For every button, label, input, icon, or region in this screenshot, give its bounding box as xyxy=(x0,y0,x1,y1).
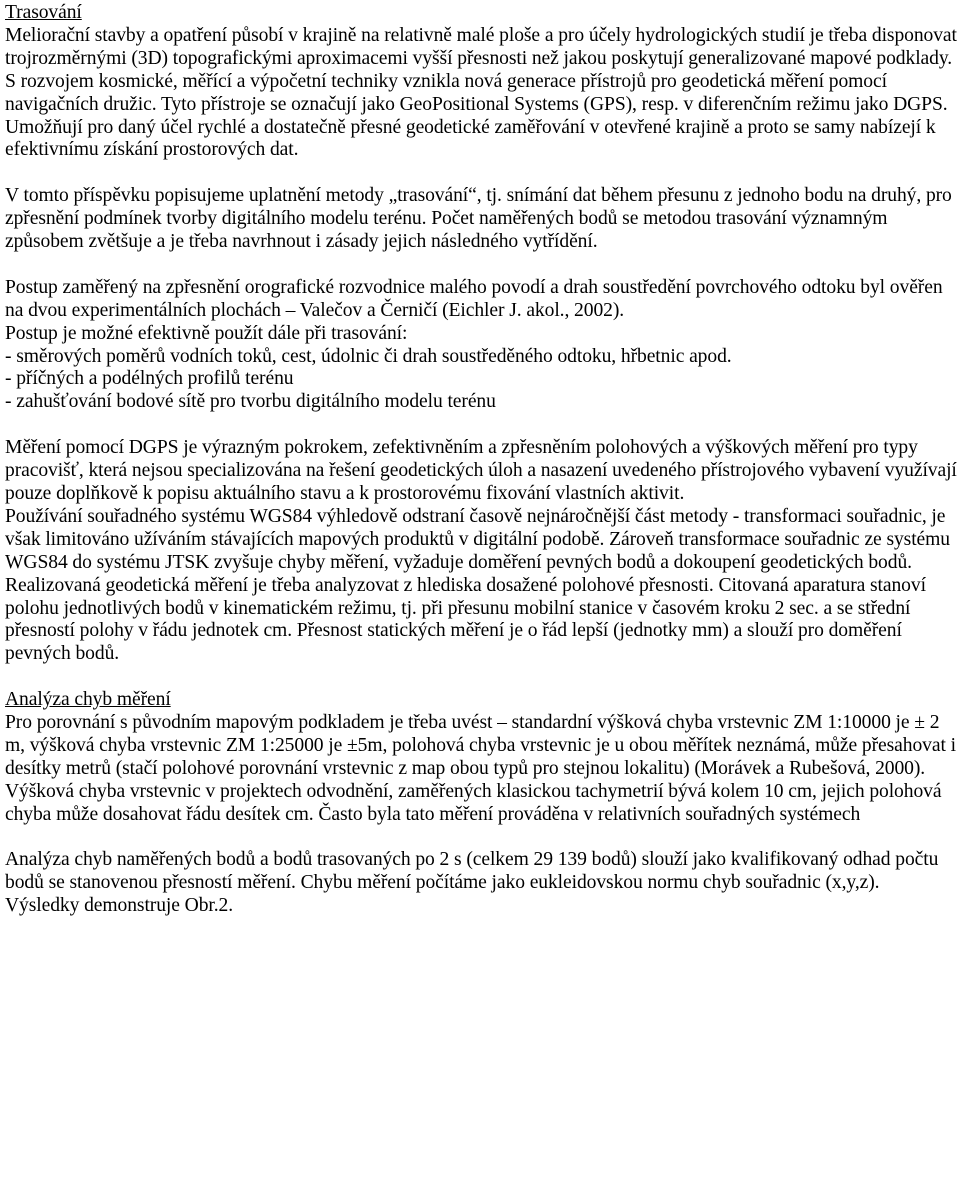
list-item: - směrových poměrů vodních toků, cest, údolnic či drah soustředěného odtoku, hřbetnic apod. xyxy=(5,345,732,367)
spacer xyxy=(5,666,957,689)
paragraph-comparison: Pro porovnání s původním mapovým podkladem je třeba uvést – standardní výšková chyba vrstevnic ZM 1:10000 je ± 2 m, výšková chyba vrstevnic ZM 1:25000 je ±5m, polohová chyba vrstevnic je u obou měřítek neznámá, může přesahovat i desítky metrů (stačí polohové porovnání vrstevnic z map obou typů pro stejnou lokalitu) (Morávek a Rubešová, 2000). Výšková chyba vrstevnic v projektech odvodnění, zaměřených klasickou tachymetrií bývá kolem 10 cm, jejich polohová chyba může dosahovat řádu desítek cm. Často byla tato měření prováděna v relativních souřadných systémech xyxy=(5,712,956,825)
paragraph-dgps: Měření pomocí DGPS je výrazným pokrokem, zefektivněním a zpřesněním polohových a výškových měření pro typy pracovišť, která nejsou specializována na řešení geodetických úloh a nasazení uvedeného přístrojového vybavení využívají pouze doplňkově k popisu aktuálního stavu a k prostorovému fixování vlastních aktivit. xyxy=(5,437,957,504)
spacer xyxy=(5,254,957,277)
document-body xyxy=(5,2,957,918)
list-item: - zahušťování bodové sítě pro tvorbu digitálního modelu terénu xyxy=(5,391,496,413)
section-heading-trasovani: Trasování xyxy=(5,2,82,23)
spacer xyxy=(5,162,957,185)
section-heading-analyza: Analýza chyb měření xyxy=(5,689,171,711)
spacer xyxy=(5,827,957,850)
paragraph-intro: Meliorační stavby a opatření působí v krajině na relativně malé ploše a pro účely hydrologických studií je třeba disponovat trojrozměrnými (3D) topografickými aproximacemi vyšší přesnosti než jakou poskytují generalizované mapové podklady. xyxy=(5,24,957,69)
list-item: - příčných a podélných profilů terénu xyxy=(5,368,294,390)
paragraph-gps: S rozvojem kosmické, měřící a výpočetní techniky vznikla nová generace přístrojů pro geodetická měření pomocí navigačních družic. Tyto přístroje se označují jako GeoPositional Systems (GPS), resp. v diferenčním režimu jako DGPS. Umožňují pro daný účel rychlé a dostatečně přesné geodetické zaměřování v otevřené krajině a proto se samy nabízejí k efektivnímu získání prostorových dat. xyxy=(5,70,948,161)
spacer xyxy=(5,414,957,437)
paragraph-postup: Postup zaměřený na zpřesnění orografické rozvodnice malého povodí a drah soustředění povrchového odtoku byl ověřen na dvou experimentálních plochách – Valečov a Černičí (Eichler J. akol., 2002). xyxy=(5,276,943,321)
paragraph-wgs84: Používání souřadného systému WGS84 výhledově odstraní časově nejnáročnější část metody - transformaci souřadnic, je však limitováno užíváním stávajících mapových produktů v digitální podobě. Zároveň transformace souřadnic ze systému WGS84 do systému JTSK zvyšuje chyby měření, vyžaduje doměření pevných bodů a dokoupení geodetických bodů. xyxy=(5,505,950,573)
paragraph-postup-usage: Postup je možné efektivně použít dále při trasování: xyxy=(5,322,408,344)
paragraph-analysis: Analýza chyb naměřených bodů a bodů trasovaných po 2 s (celkem 29 139 bodů) slouží jako kvalifikovaný odhad počtu bodů se stanovenou přesností měření. Chybu měření počítáme jako eukleidovskou normu chyb souřadnic (x,y,z). Výsledky demonstruje Obr.2. xyxy=(5,849,939,917)
paragraph-accuracy: Realizovaná geodetická měření je třeba analyzovat z hlediska dosažené polohové přesnosti. Citovaná aparatura stanoví polohu jednotlivých bodů v kinematickém režimu, tj. při přesunu mobilní stanice v časovém kroku 2 sec. a se střední přesností polohy v řádu jednotek cm. Přesnost statických měření je o řád lepší (jednotky mm) a slouží pro doměření pevných bodů. xyxy=(5,574,926,665)
paragraph-trasovani-method: V tomto příspěvku popisujeme uplatnění metody „trasování“, tj. snímání dat během přesunu z jednoho bodu na druhý, pro zpřesnění podmínek tvorby digitálního modelu terénu. Počet naměřených bodů se metodou trasování významným způsobem zvětšuje a je třeba navrhnout i zásady jejich následného vytřídění. xyxy=(5,185,952,253)
